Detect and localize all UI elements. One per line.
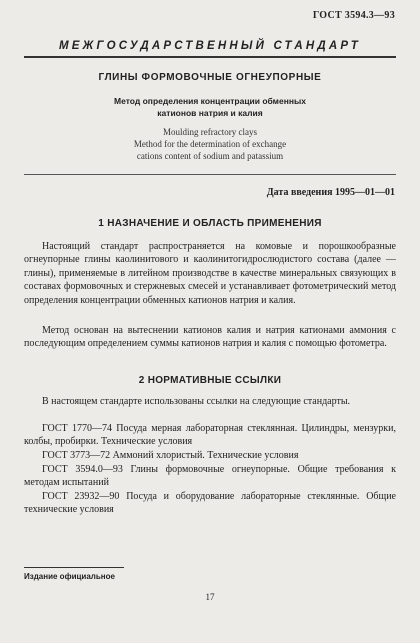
subtitle-en-line: Method for the determination of exchange xyxy=(133,139,287,149)
document-title: ГЛИНЫ ФОРМОВОЧНЫЕ ОГНЕУПОРНЫЕ xyxy=(98,72,322,83)
section-2-intro: В настоящем стандарте использованы ссылки на следующие стандарты. xyxy=(42,396,351,407)
reference-item: ГОСТ 3773—72 Аммоний хлористый. Технические условия xyxy=(42,450,299,461)
date-introduced: Дата введения 1995—01—01 xyxy=(266,187,395,198)
header-rule xyxy=(24,56,396,58)
section-1-heading: 1 НАЗНАЧЕНИЕ И ОБЛАСТЬ ПРИМЕНЕНИЯ xyxy=(98,218,322,229)
subtitle-russian xyxy=(60,95,360,119)
reference-item: ГОСТ 1770—74 Посуда мерная лабораторная стеклянная. Цилиндры, мензурки, колбы, пробирки. Технические условия xyxy=(24,423,396,448)
subtitle-en-line: cations content of sodium and patassium xyxy=(136,151,284,161)
footer-rule xyxy=(24,567,124,568)
gost-code: ГОСТ 3594.3—93 xyxy=(312,10,395,21)
reference-item: ГОСТ 23932—90 Посуда и оборудование лабораторные стеклянные. Общие технические условия xyxy=(24,491,396,516)
section-1-paragraph-2: Метод основан на вытеснении катионов калия и натрия катионами аммония с последующим определением суммы катионов натрия и калия с помощью фотометра. xyxy=(24,325,396,350)
page-number: 17 xyxy=(205,592,215,602)
section-1-paragraph-1: Настоящий стандарт распространяется на комовые и порошкообразные огнеупорные глины каолинитового и каолинитогидрослюдистого состава (далее — глины), применяемые в литейном производстве в качестве минеральных связующих в составах формовочных и стержневых смесей и устанавливает фотометрический метод определения концентрации обменных катионов натрия и калия. xyxy=(24,241,396,306)
official-edition-note: Издание официальное xyxy=(24,572,115,581)
subtitle-en-line: Moulding refractory clays xyxy=(163,127,257,137)
section-2-heading: 2 НОРМАТИВНЫЕ ССЫЛКИ xyxy=(138,375,282,386)
title-rule xyxy=(24,174,396,175)
subtitle-ru-line: Метод определения концентрации обменных xyxy=(114,96,306,106)
subtitle-ru-line: катионов натрия и калия xyxy=(157,108,263,118)
subtitle-english xyxy=(60,126,360,162)
interstate-standard-banner: МЕЖГОСУДАРСТВЕННЫЙ СТАНДАРТ xyxy=(58,40,362,52)
reference-item: ГОСТ 3594.0—93 Глины формовочные огнеупорные. Общие требования к методам испытаний xyxy=(24,464,396,489)
